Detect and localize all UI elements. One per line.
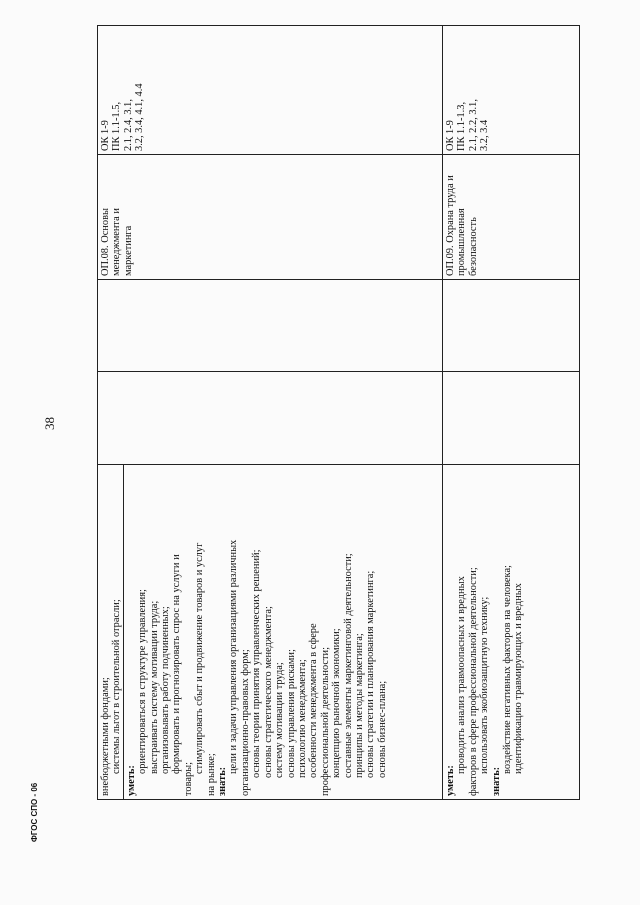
empty-cell (98, 372, 443, 465)
znat-label: знать: (217, 766, 229, 796)
skill-item: ориентироваться в структуре управления; (137, 589, 149, 774)
discipline-name: ОП.08. Основы менеджмента и маркетинга (100, 208, 134, 276)
skill-item: на рынке; (205, 753, 217, 796)
knowledge-item: основы стратегии и планирования маркетинга; (365, 570, 377, 778)
discipline-cell (443, 155, 580, 280)
knowledge-item: цели и задачи управления организациями различных (228, 539, 240, 774)
competency-line: 2.1, 2.4, 3.1, (122, 99, 134, 151)
discipline-cell (98, 155, 443, 280)
competency-line: ПК 1.1-1.5, (111, 101, 123, 151)
umet-label: уметь: (445, 765, 456, 796)
knowledge-item: концепцию рыночной экономики; (331, 628, 343, 778)
umet-label: уметь: (125, 765, 137, 796)
knowledge-item: принципы и методы маркетинга; (353, 633, 365, 778)
competency-line: ПК 1.1-1.3, (456, 101, 468, 151)
footer-label: ФГОС СПО - 06 (30, 782, 39, 842)
skill-item: организовывать работу подчиненных; (160, 606, 172, 774)
knowledge-item: профессиональной деятельности; (319, 646, 331, 796)
skill-item: проводить анализ травмоопасных и вредных (456, 576, 468, 774)
rotated-table-sheet (97, 26, 579, 800)
skill-item: стимулировать сбыт и продвижение товаров и услуг (194, 542, 206, 774)
knowledge-item: идентификацию травмирующих и вредных (513, 583, 525, 774)
knowledge-item: основы теории принятия управленческих решений; (251, 549, 263, 778)
skill-item: выстраивать систему мотивации труда; (148, 600, 160, 774)
competencies-cell (98, 26, 443, 155)
competencies-cell (443, 26, 580, 155)
empty-cell (443, 372, 580, 465)
empty-cell (98, 280, 443, 372)
page-number: 38 (42, 417, 57, 430)
knowledge-item: систему мотивации труда; (274, 662, 286, 778)
competency-line: 3.2, 3.4, 4.1, 4.4 (134, 83, 146, 151)
knowledge-item: психологию менеджмента; (296, 659, 308, 778)
competency-line: ОК 1-9 (100, 120, 111, 151)
requirements-cell (443, 465, 580, 800)
requirement-line: системы льгот в строительной отрасли; (111, 599, 123, 774)
empty-cell (443, 280, 580, 372)
discipline-name: ОП.09. Охрана труда и промышленная безопасность (445, 175, 479, 276)
table-row (443, 26, 580, 800)
knowledge-item: основы управления рисками; (285, 649, 297, 778)
competency-line: 2.1, 2.2, 3.1, (467, 99, 479, 151)
competency-line: ОК 1-9 (445, 120, 456, 151)
knowledge-item: основы стратегического менеджмента; (262, 606, 274, 778)
knowledge-item: воздействие негативных факторов на человека; (502, 565, 514, 774)
knowledge-item: особенности менеджмента в сфере (308, 623, 320, 778)
skill-item: факторов в сфере профессиональной деятельности; (467, 567, 479, 796)
skill-item: использовать экобиозащитную технику; (479, 596, 491, 774)
table-row (98, 26, 443, 800)
skill-item: товары; (182, 761, 194, 796)
requirement-line: внебюджетными фондами; (100, 677, 111, 796)
znat-label: знать: (490, 766, 502, 796)
skill-item: формировать и прогнозировать спрос на услуги и (171, 554, 183, 774)
curriculum-table (97, 25, 580, 800)
requirements-cell (98, 465, 443, 800)
knowledge-item: основы бизнес-плана; (376, 680, 388, 778)
competency-line: 3.2, 3.4 (479, 119, 491, 151)
knowledge-item: организационно-правовых форм; (239, 649, 251, 796)
knowledge-item: составные элементы маркетинговой деятельности; (342, 553, 354, 778)
